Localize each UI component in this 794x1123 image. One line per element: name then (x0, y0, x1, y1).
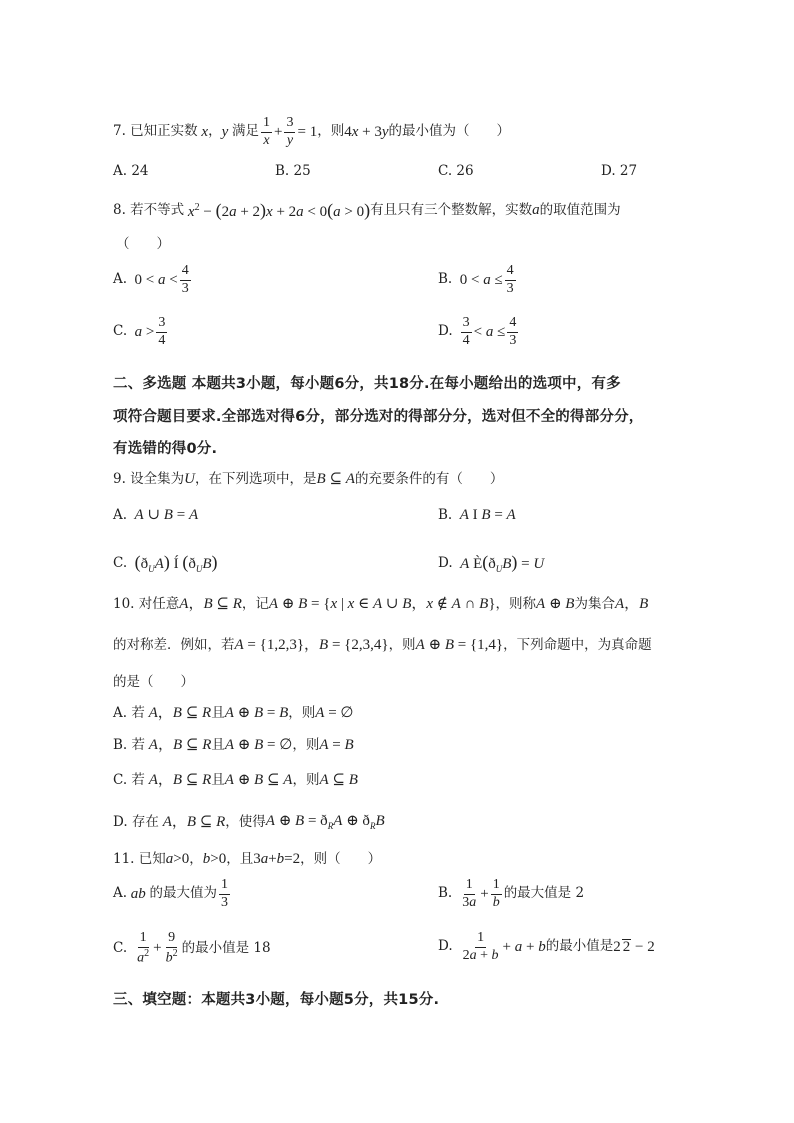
q10-option-b: B. 若 A，B ⊆ R 且 A ⊕ B = ∅ ，则 A = B (113, 736, 354, 753)
q10-option-c: C. 若 A，B ⊆ R 且 A ⊕ B ⊆ A ，则 A ⊆ B (113, 771, 358, 788)
q7-option-b: B. 25 (275, 163, 311, 179)
q7-stem-part: ， (208, 123, 222, 140)
q10-option-d: D. 存在 A，B ⊆ R ，使得 A ⊕ $B = ð_RA$ ⊕ $ð_RB$ (113, 813, 385, 831)
q9-option-a: A. A ∪ B = A (113, 506, 199, 523)
q7-stem-part: 的最小值为（ ） (388, 123, 511, 140)
q9-option-b: B. A I B = A (438, 506, 516, 523)
question-10-stem-line1: 10. 对任意 A，B ⊆ R ，记 A ⊕ B = {x | x ∈ A ∪ B，x ∉ A ∩ B} ，则称 A ⊕ B 为集合 A，B (113, 595, 649, 612)
q8-stem-part: 8. 若不等式 (113, 201, 185, 218)
section-2-heading-line3: 有选错的得0分. (113, 441, 218, 457)
q8-answer-paren: （ ） (116, 236, 170, 252)
q7-stem-part: ，则 (317, 123, 345, 140)
q11-option-b: B. $\frac{1}{3a}$ + $\frac{1}{b}$ 的最大值是 2 (438, 877, 585, 910)
q7-stem-part: 满足 (232, 123, 260, 140)
question-9-stem: 9. 设全集为 U ，在下列选项中，是 B ⊆ A 的充要条件的有（ ） (113, 470, 504, 487)
math-x: x (197, 123, 209, 140)
q10-option-a: A. 若 A，B ⊆ R 且 A ⊕ B = B ，则 A = ∅ (113, 704, 354, 721)
fraction-3-over-y: $\frac{3}{y}$ (286, 115, 294, 148)
section-3-heading: 三、填空题：本题共3小题，每小题5分，共15分. (113, 992, 440, 1008)
math-4x-3y: 4x + 3y (344, 123, 389, 140)
math-inequality: $x^2 - (2a + 2)x + 2a < 0(a > 0)$ (187, 200, 371, 220)
question-8-stem (113, 201, 621, 220)
q8-option-b: B. 0 < a ≤ $\frac{4}{3}$ (438, 263, 514, 296)
q11-option-a: A. ab 的最大值为 $\frac{1}{3}$ (113, 877, 229, 910)
section-2-heading-line2: 项符合题目要求.全部选对得6分，部分选对的得部分分，选对但不全的得部分分， (113, 409, 644, 425)
question-10-stem-line2: 的对称差．例如，若 A = {1,2,3}，B = {2,3,4} ，则 A ⊕ B = {1,4} ，下列命题中，为真命题 (113, 636, 652, 653)
q9-option-c: C. $(ð_UA)$ Í $(ð_UB)$ (113, 552, 218, 574)
q7-stem-part: 7. 已知正实数 (113, 123, 198, 140)
q8-stem-part: 的取值范围为 (539, 201, 621, 218)
question-10-stem-line3: 的是（ ） (113, 674, 194, 690)
math-a: a (532, 202, 540, 218)
question-11-stem: 11. 已知 a>0 ， b>0 ，且 3a+b=2 ，则（ ） (113, 850, 382, 867)
q11-option-c: C. $\frac{1}{a^2}$ + $\frac{9}{b^2}$ 的最小值是 18 (113, 930, 271, 966)
q8-option-a: A. 0 < a < $\frac{4}{3}$ (113, 263, 189, 296)
q8-option-d: D. $\frac{3}{4}$ < a ≤ $\frac{4}{3}$ (438, 315, 517, 348)
q8-stem-part: 有且只有三个整数解，实数 (370, 201, 533, 218)
q9-option-d: D. A $È(ð_UB) = U$ (438, 552, 545, 574)
fraction-1-over-x: $\frac{1}{x}$ (263, 115, 271, 148)
q8-option-c: C. a > $\frac{3}{4}$ (113, 315, 166, 348)
q7-option-d: D. 27 (601, 163, 638, 179)
math-y: y (221, 123, 233, 140)
section-2-heading-line1: 二、多选题 本题共3小题，每小题6分，共18分.在每小题给出的选项中，有多 (113, 376, 621, 392)
q7-option-c: C. 26 (438, 163, 474, 179)
q11-option-d: D. $\frac{1}{2a + b}$ + a + b 的最小值是 2 2 − 2 (438, 930, 655, 963)
q7-option-a: A. 24 (113, 163, 149, 179)
question-7-stem: 7. 已知正实数 x ， y 满足 $\frac{1}{x}$ + $\frac{3}{y}$ = 1 ，则 4x + 3y 的最小值为（ ） (113, 115, 511, 148)
